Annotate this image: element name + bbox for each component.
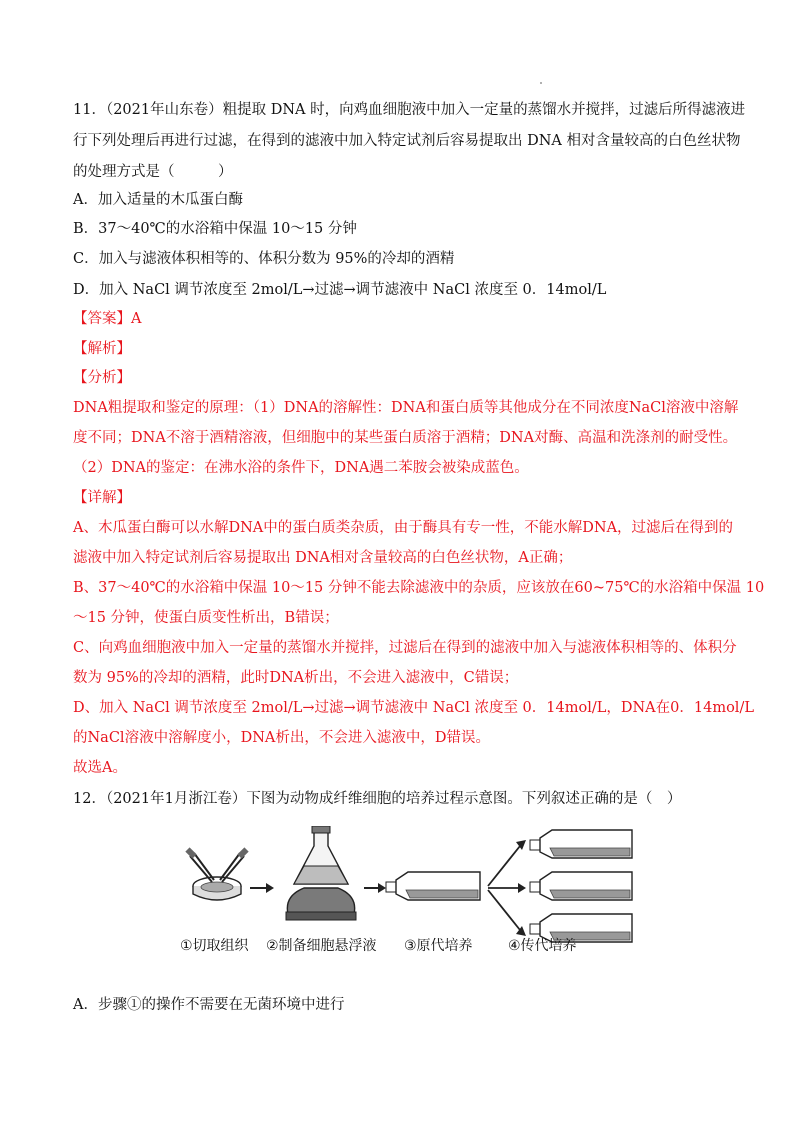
- xiangjie-line7: D、加入 NaCl 调节浓度至 2mol/L→过滤→调节滤液中 NaCl 浓度至 0．14mol/L，DNA在0．14mol/L: [73, 700, 754, 716]
- q11-stem-line3: 的处理方式是（ ）: [73, 164, 233, 180]
- q11-option-d: D．加入 NaCl 调节浓度至 2mol/L→过滤→调节滤液中 NaCl 浓度至 0．14mol/L: [73, 282, 607, 298]
- q11-option-c: C．加入与滤液体积相等的、体积分数为 95%的冷却的酒精: [73, 251, 455, 267]
- flask-illustration: [286, 826, 356, 920]
- fenxi-heading: 【分析】: [73, 370, 131, 386]
- analysis-heading: 【解析】: [73, 341, 131, 357]
- xiangjie-line4: ～15 分钟，使蛋白质变性析出，B错误；: [73, 610, 339, 626]
- conclusion: 故选A。: [73, 760, 127, 776]
- q11-stem-line2: 行下列处理后再进行过滤，在得到的滤液中加入特定试剂后容易提取出 DNA 相对含量较高的白色丝状物: [73, 133, 741, 149]
- fenxi-line3: （2）DNA的鉴定：在沸水浴的条件下，DNA遇二苯胺会被染成蓝色。: [73, 460, 529, 476]
- q12-stem: 12．（2021年1月浙江卷）下图为动物成纤维细胞的培养过程示意图。下列叙述正确的是（ ）: [73, 791, 682, 807]
- xiangjie-line1: A、木瓜蛋白酶可以水解DNA中的蛋白质类杂质，由于酶具有专一性，不能水解DNA，过滤后在得到的: [73, 520, 734, 536]
- primary-culture-flask-illustration: [386, 872, 480, 900]
- xiangjie-line8: 的NaCl溶液中溶解度小，DNA析出，不会进入滤液中，D错误。: [73, 730, 490, 746]
- caption-step2: ②制备细胞悬浮液: [266, 938, 377, 954]
- q12-option-a: A．步骤①的操作不需要在无菌环境中进行: [73, 997, 345, 1013]
- caption-step4: ④传代培养: [508, 938, 577, 954]
- subculture-flask-illustration-2: [530, 872, 632, 900]
- q11-stem-line1: 11．（2021年山东卷）粗提取 DNA 时，向鸡血细胞液中加入一定量的蒸馏水并搅拌，过滤后所得滤液进: [73, 102, 746, 118]
- xiangjie-line6: 数为 95%的冷却的酒精，此时DNA析出，不会进入滤液中，C错误；: [73, 670, 519, 686]
- xiangjie-line3: B、37～40℃的水浴箱中保温 10～15 分钟不能去除滤液中的杂质，应该放在60~75℃的水浴箱中保温 10: [73, 580, 765, 596]
- xiangjie-line5: C、向鸡血细胞液中加入一定量的蒸馏水并搅拌，过滤后在得到的滤液中加入与滤液体积相等的、体积分: [73, 640, 737, 656]
- xiangjie-heading: 【详解】: [73, 490, 131, 506]
- subculture-flask-illustration-1: [530, 830, 632, 858]
- page-mark: [540, 82, 542, 84]
- fenxi-line2: 度不同；DNA不溶于酒精溶液，但细胞中的某些蛋白质溶于酒精；DNA对酶、高温和洗涤剂的耐受性。: [73, 430, 738, 446]
- fenxi-line1: DNA粗提取和鉴定的原理：（1）DNA的溶解性：DNA和蛋白质等其他成分在不同浓度NaCl溶液中溶解: [73, 400, 739, 416]
- q11-option-b: B．37～40℃的水浴箱中保温 10～15 分钟: [73, 221, 357, 237]
- answer-label: 【答案】A: [73, 311, 142, 327]
- caption-step3: ③原代培养: [404, 938, 473, 954]
- tissue-dish-illustration: [185, 847, 248, 900]
- caption-step1: ①切取组织: [180, 938, 249, 954]
- figure-caption: [180, 935, 650, 955]
- xiangjie-line2: 滤液中加入特定试剂后容易提取出 DNA相对含量较高的白色丝状物，A正确；: [73, 550, 573, 566]
- q11-option-a: A．加入适量的木瓜蛋白酶: [73, 192, 243, 208]
